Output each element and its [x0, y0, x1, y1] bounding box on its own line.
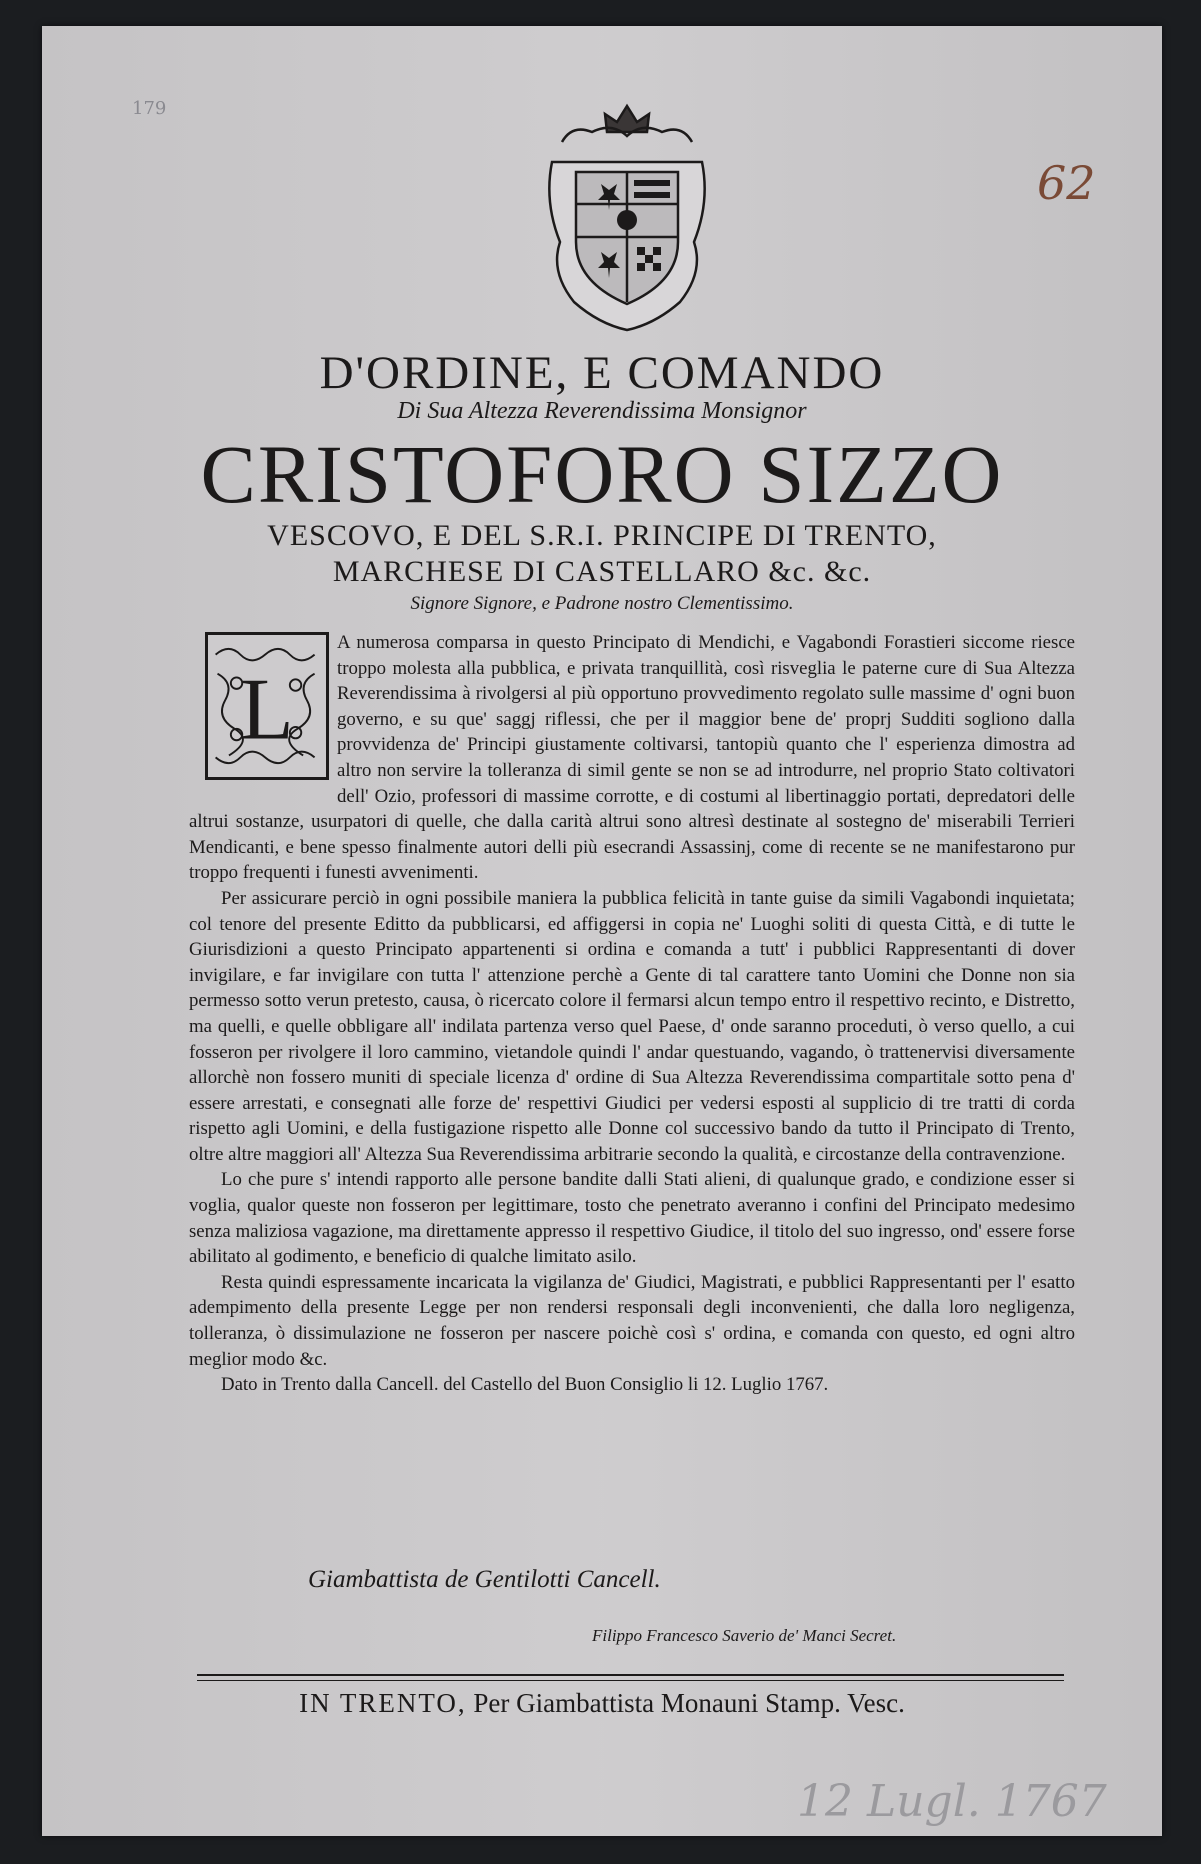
bishop-titles [42, 518, 1162, 590]
date-annotation: 12 Lugl. 1767 [797, 1776, 1107, 1827]
page-number-annotation: 62 [1037, 156, 1096, 210]
paragraph-2: Per assicurare perciò in ogni possibile maniera la pubblica felicità in tante guise da simili Vagabondi inquietata; col tenore del presente Editto da pubblicarsi, ed affiggersi in copia ne' Luoghi soliti di questa Città, e di tutte le Giurisdizioni a questo Principato appartenenti si ordina e comanda a tutt' i pubblici Rappresentanti di dover invigilare, e far invigilare con tutta l' attenzione perchè a Gente di tal carattere tanto Uomini che Donne non sia permesso sotto verun pretesto, causa, ò ricercato colore il fermarsi alcun tempo entro il respettivo recinto, e Distretto, ma quelli, e quelle obbligare all' indilata partenza verso quel Paese, d' onde saranno proceduti, ò verso quello, a cui fosseron per rivolgere il loro cammino, vietandole quindi l' andar questuando, vagando, ò trattenervisi diversamente allorchè non fossero muniti di speciale licenza d' ordine di Sua Altezza Reverendissima compartitale sotto pena d' essere arrestati, e consegnati alle forze de' respettivi Giudici per vedersi esposti al supplicio di tre tratti di corda rispetto agli Uomini, e della fustigazione rispetto alle Donne col successivo bando da tutto il Principato di Trento, oltre altre maggiori all' Altezza Sua Reverendissima arbitrarie secondo la qualità, e circostanze della contravenzione. [189, 887, 1075, 1165]
secretary-signature: Filippo Francesco Saverio de' Manci Secret. [592, 1626, 897, 1645]
header-order-title: D'ORDINE, E COMANDO [319, 347, 885, 399]
bishop-name: CRISTOFORO SIZZO [200, 428, 1004, 520]
archive-number-annotation: 179 [132, 98, 167, 119]
bishop-title-line1: VESCOVO, E DEL S.R.I. PRINCIPE DI TRENTO, [267, 519, 937, 552]
printer-name: Per Giambattista Monauni Stamp. Vesc. [473, 1688, 905, 1718]
printer-imprint [42, 1688, 1162, 1719]
bishop-title-line2: MARCHESE DI CASTELLARO &c. &c. [332, 555, 872, 588]
ornamental-initial-letter: L [240, 660, 294, 758]
paragraph-3: Lo che pure s' intendi rapporto alle persone bandite dalli Stati alieni, di qualunque grado, e condizione esser si voglia, qualor queste non fosseron per legittimare, tosto che penetrato averanno i confini del Principato medesimo senza maliziosa vagazione, ma direttamente appresso il respettivo Giudice, il titolo del suo ingresso, ond' essere forse abilitato al godimento, e beneficio di qualche limitato asilo. [189, 1169, 1075, 1268]
header-subtitle: Di Sua Altezza Reverendissima Monsignor [397, 398, 807, 424]
divider-rule [197, 1674, 1064, 1676]
paragraph-4: Resta quindi espressamente incaricata la vigilanza de' Giudici, Magistrati, e pubblici Rappresentanti per l' esatto adempimento della presente Legge per non rendersi responsali degli inconvenienti, che dalla loro negligenza, tolleranza, ò dissimulazione ne fosseron per nascere poichè così s' ordina, e comanda con questo, ed ogni altro meglior modo &c. [189, 1271, 1075, 1370]
paragraph-5-date: Dato in Trento dalla Cancell. del Castello del Buon Consiglio li 12. Luglio 1767. [221, 1374, 829, 1396]
header-address: Signore Signore, e Padrone nostro Clementissimo. [410, 593, 794, 614]
document-sheet [42, 26, 1162, 1836]
coat-of-arms-icon [532, 102, 722, 332]
ornamental-initial [205, 632, 329, 780]
chancellor-signature: Giambattista de Gentilotti Cancell. [308, 1566, 661, 1593]
printer-place: IN TRENTO, [299, 1688, 467, 1718]
divider-rule-thin [197, 1680, 1064, 1681]
paragraph-1: A numerosa comparsa in questo Principato di Mendichi, e Vagabondi Forastieri siccome riesce troppo molesta alla pubblica, e privata tranquillità, così risveglia le paterne cure di Sua Altezza Reverendissima à rivolgersi al più opportuno provvedimento regolato sulle massime d' ogni buon governo, e su que' saggj riflessi, che per il maggior bene de' proprj Sudditi sogliono dalla provvidenza de' Principi giustamente coltivarsi, tantopiù quanto che l' esperienza dimostra ad altro non servire la tolleranza di simil gente se non se ad introdurre, nel proprio Stato coltivatori dell' Ozio, professori di massime corrotte, e di costumi al libertinaggio portati, depredatori delle altrui sostanze, usurpatori di quelle, che dalla carità altrui sono altresì destinate al sostegno de' miserabili Terrieri Mendicanti, e bene spesso finalmente autori delli più esecrandi Assassinj, come di recente se ne manifestarono pur troppo frequenti i funesti avvenimenti. [189, 632, 1075, 884]
